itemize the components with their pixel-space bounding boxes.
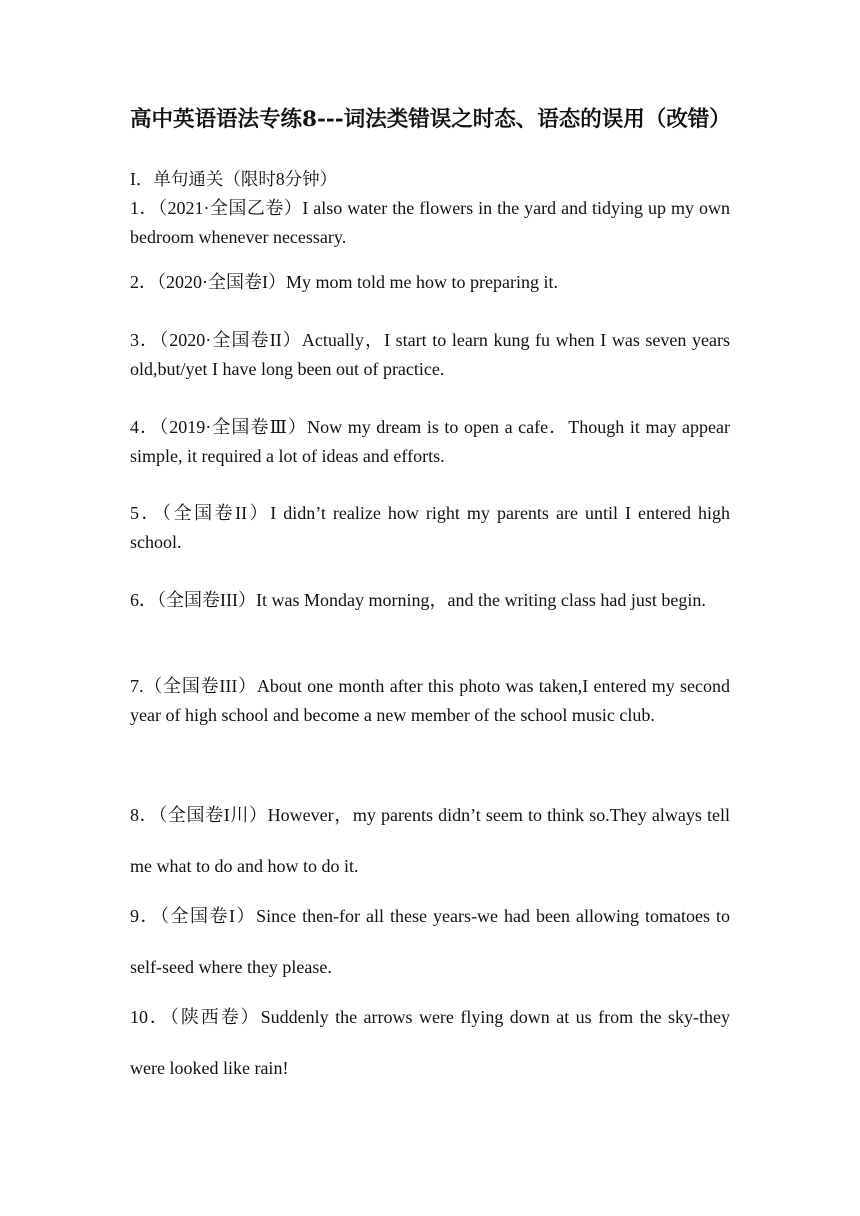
section-heading: I．单句通关（限时8分钟） xyxy=(130,169,338,189)
question-item: 4．（2019·全国卷Ⅲ）Now my dream is to open a cafe．Though it may appear simple, it required a lot of ideas and efforts. xyxy=(130,417,730,466)
question-item: 5．（全国卷II）I didn’t realize how right my parents are until I entered high school. xyxy=(130,503,730,552)
question-item: 9．（全国卷I）Since then-for all these years-we had been allowing tomatoes to self-seed where they please. xyxy=(130,906,730,977)
question-item: 8．（全国卷I川）However，my parents didn’t seem to think so.They always tell me what to do and how to do it. xyxy=(130,805,730,876)
question-item: 1．（2021·全国乙卷）I also water the flowers in the yard and tidying up my own bedroom whenever necessary. xyxy=(130,198,730,247)
document-title: 高中英语语法专练8---词法类错误之时态、语态的误用（改错） xyxy=(130,107,731,132)
question-item: 7.（全国卷III）About one month after this photo was taken,I entered my second year of high school and become a new member of the school music club. xyxy=(130,676,730,725)
question-item: 6．（全国卷III）It was Monday morning，and the writing class had just begin. xyxy=(130,590,706,610)
question-item: 2．（2020·全国卷I）My mom told me how to preparing it. xyxy=(130,272,558,292)
question-item: 3．（2020·全国卷II）Actually，I start to learn kung fu when I was seven years old,but/yet I have long been out of practice. xyxy=(130,330,730,379)
question-item: 10．（陕西卷）Suddenly the arrows were flying down at us from the sky-they were looked like rain! xyxy=(130,1007,730,1078)
